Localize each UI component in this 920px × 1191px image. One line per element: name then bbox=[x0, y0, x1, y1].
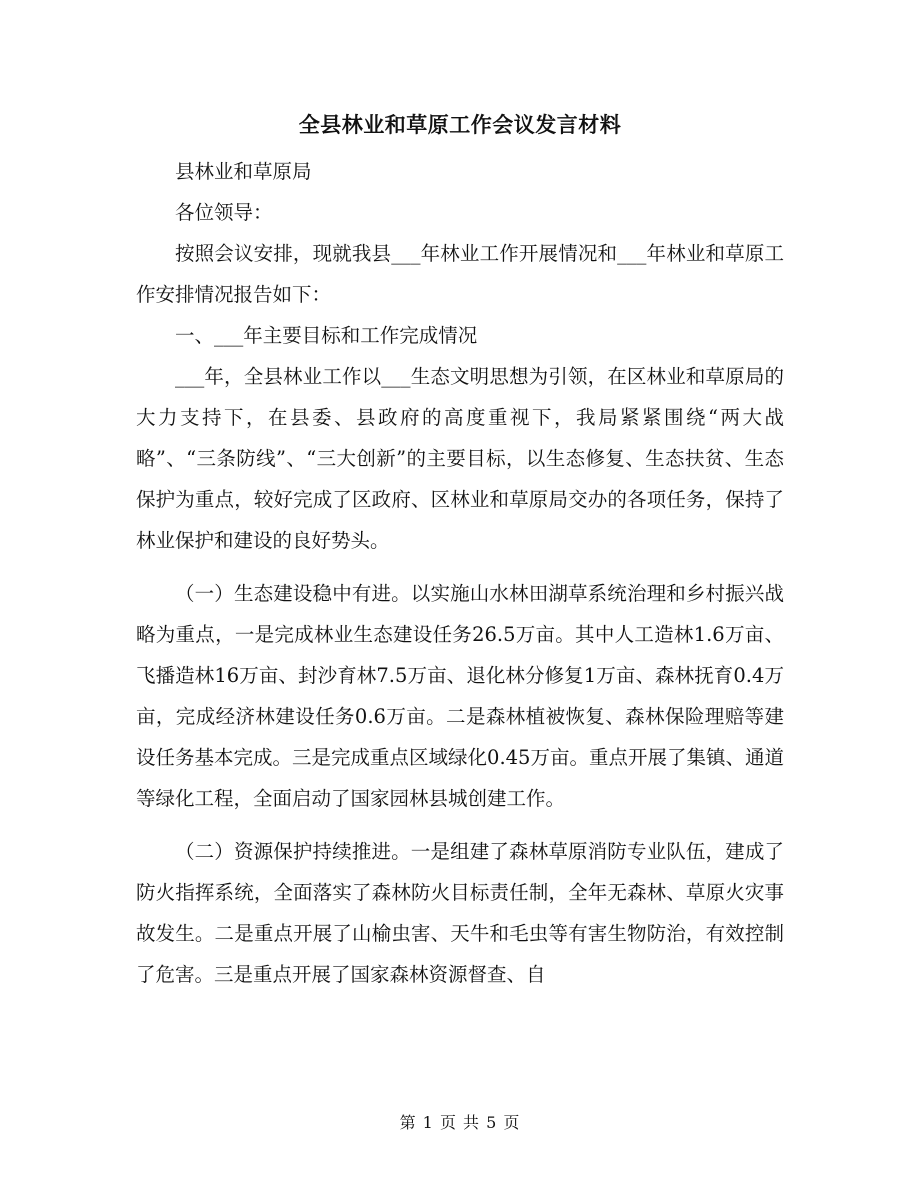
intro-paragraph: 按照会议安排，现就我县___年林业工作开展情况和___年林业和草原工作安排情况报告如下： bbox=[136, 242, 784, 306]
ecology-construction-paragraph: （一）生态建设稳中有进。以实施山水林田湖草系统治理和乡村振兴战略为重点，一是完成林业生态建设任务26.5万亩。其中人工造林1.6万亩、飞播造林16万亩、封沙育林7.5万亩、退化林分修复1万亩、森林抚育0.4万亩，完成经济林建设任务0.6万亩。二是森林植被恢复、森林保险理赔等建设任务基本完成。三是完成重点区域绿化0.45万亩。重点开展了集镇、通道等绿化工程，全面启动了国家园林县城创建工作。 bbox=[136, 582, 784, 810]
resource-protection-paragraph: （二）资源保护持续推进。一是组建了森林草原消防专业队伍，建成了防火指挥系统，全面落实了森林防火目标责任制，全年无森林、草原火灾事故发生。二是重点开展了山榆虫害、天牛和毛虫等有害生物防治，有效控制了危害。三是重点开展了国家森林资源督查、自 bbox=[136, 840, 784, 986]
document-body bbox=[136, 151, 784, 995]
section-heading: 一、___年主要目标和工作完成情况 bbox=[175, 324, 478, 347]
summary-paragraph: ___年，全县林业工作以___生态文明思想为引领，在区林业和草原局的大力支持下，在县委、县政府的高度重视下，我局紧紧围绕“两大战略”、“三条防线”、“三大创新”的主要目标，以生态修复、生态扶贫、生态保护为重点，较好完成了区政府、区林业和草原局交办的各项任务，保持了林业保护和建设的良好势头。 bbox=[136, 365, 784, 552]
department-line: 县林业和草原局 bbox=[175, 160, 312, 183]
document-title: 全县林业和草原工作会议发言材料 bbox=[298, 112, 622, 137]
salutation: 各位领导： bbox=[175, 201, 273, 224]
page-number: 第 1 页 共 5 页 bbox=[399, 1113, 521, 1132]
